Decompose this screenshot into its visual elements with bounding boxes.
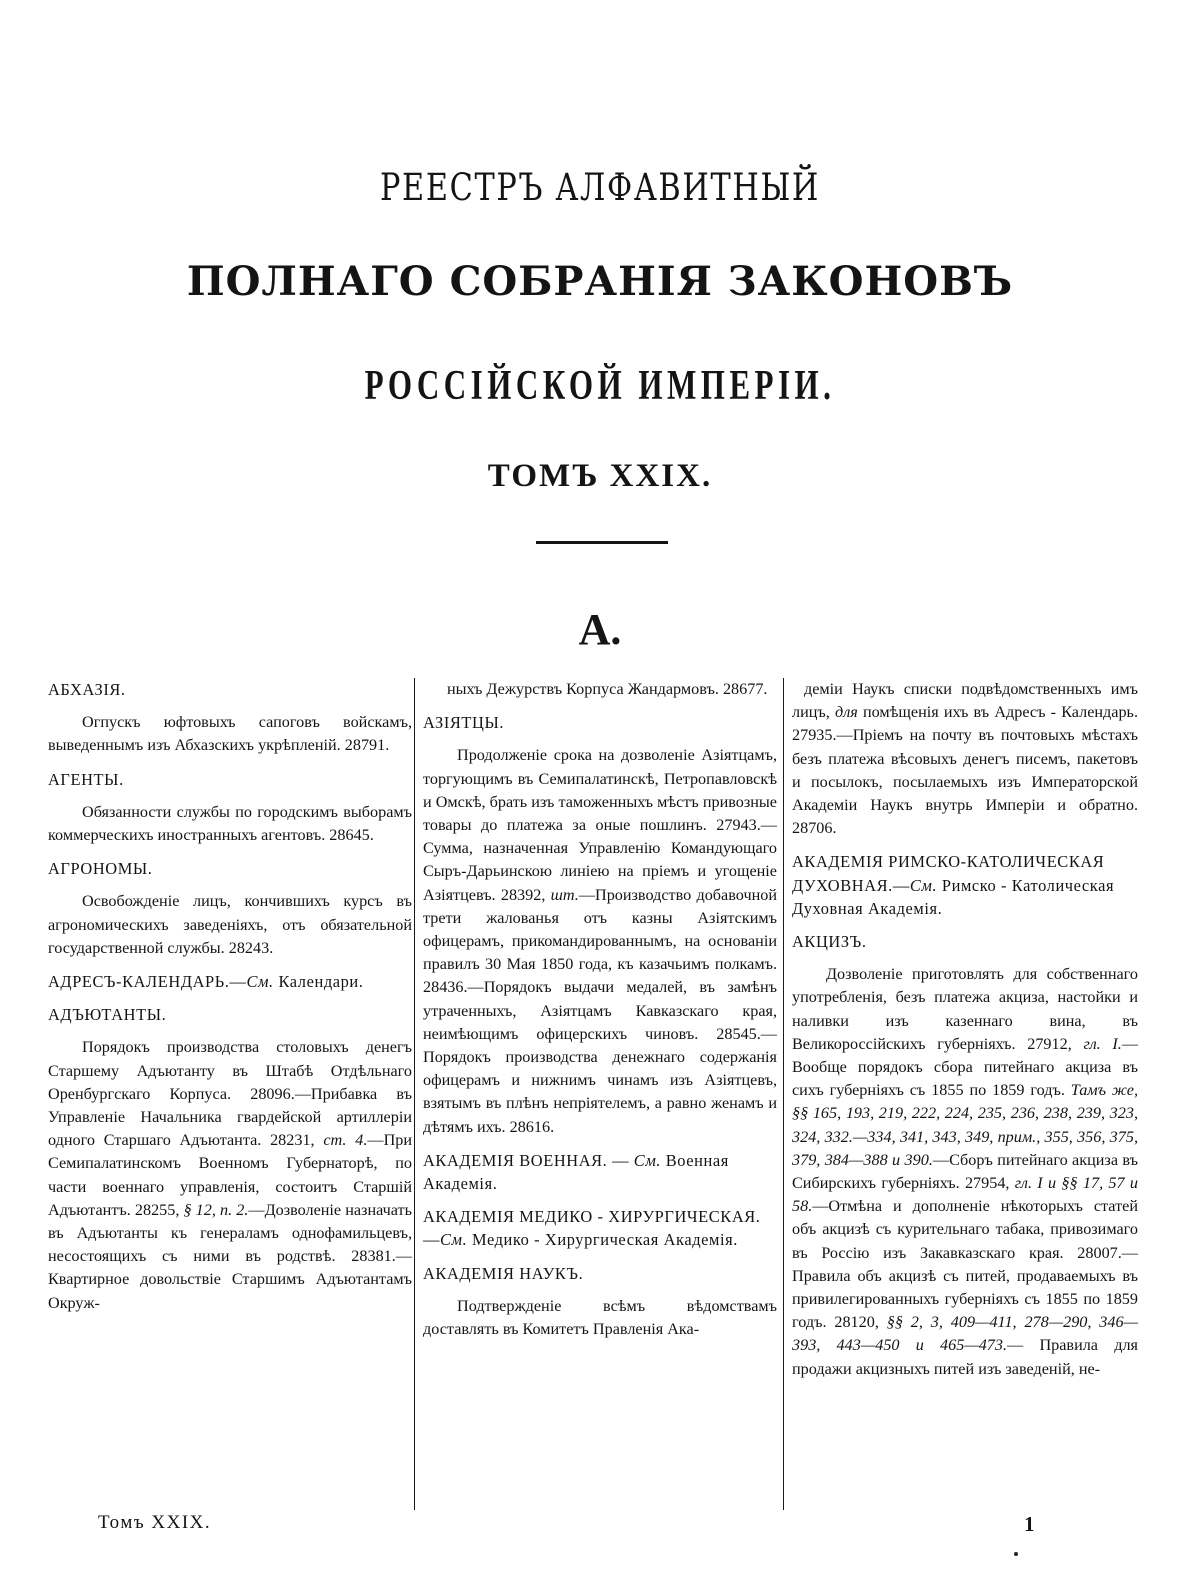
entry-heading-agenty: АГЕНТЫ. [48,769,124,789]
entry-agenty [48,801,412,847]
entry-text: Освобожденіе лицъ, кончившихъ курсъ въ агрономическихъ заведеніяхъ, отъ обязательной государственной службы. 28243. [48,892,412,957]
entry-text-part: помѣщенія ихъ въ Адресъ - Календарь. 27935.—Пріемъ на почту въ почтовыхъ мѣстахъ безъ платежа вѣсовыхъ денегъ писемъ, пакетовъ и посылокъ, посылаемыхъ изъ Императорской Академіи Наукъ внутрь Имперіи и обратно. 28706. [792,703,1138,838]
title-line-1: РЕЕСТРЪ АЛФАВИТНЫЙ [379,166,821,209]
entry-text-part: — Правила для продажи акцизныхъ питей изъ заведеній, не- [792,1336,1138,1378]
entry-text-part: —Дозволеніе назначать въ Адъютанты къ генераламъ однофамильцевъ, несостоящихъ съ ними въ родствѣ. 28381.—Квартирное довольствіе Старшимъ Адъютантамъ Окруж- [48,1200,413,1312]
entry-reference: для [835,703,858,722]
reference-target: Военная Академія. [423,1150,729,1194]
entry-heading-akademiya-mediko [423,1205,777,1251]
entry-text: Подтвержденіе всѣмъ вѣдомствамъ доставлять въ Комитетъ Правленія Ака- [423,1296,777,1339]
entry-text-part: —Производство добавочной трети жалованья отъ казны Азіятскимъ офицерамъ, прикомандированнымъ, на основаніи правилъ 30 Мая 1850 года, къ казачьимъ полкамъ. 28436.—Порядокъ выдачи медалей, въ замѣнъ утраченныхъ, Азіятцамъ Кавказскаго края, неимѣющимъ офицерскихъ чиновъ. 28545.—Порядокъ производства денежнаго содержанія офицерамъ и нижнимъ чинамъ изъ Азіятцевъ, взятымъ въ плѣнъ непріятелемъ, а равно женамъ и дѣтямъ ихъ. 28616. [423,885,777,1136]
entry-heading-agronomy: АГРОНОМЫ. [48,859,153,879]
entry-heading-akademiya-voennaya [423,1149,777,1195]
entry-text [792,678,1138,840]
entry-text-part: —Отмѣна и дополненіе нѣкоторыхъ статей объ акцизѣ съ курительнаго табака, привозимаго въ Россію изъ Закавказскаго края. 28007.—Правила объ акцизѣ съ питей, продаваемыхъ въ привилегированныхъ губерніяхъ съ 1855 по 1859 годъ. 28120, [792,1197,1138,1332]
title-divider [536,541,668,544]
column-1 [48,678,412,1325]
entry-agronomy [48,890,412,960]
entry-aktsiz [792,963,1138,1381]
entry-reference: гл. I и §§ 17, 57 и 58. [792,1174,1138,1216]
see-reference: См. [440,1230,468,1250]
entry-text-part: Продолженіе срока на дозволеніе Азіятцамъ, торгующимъ въ Семипалатинскѣ, Петропавловскѣ и Омскѣ, брать изъ таможенныхъ мѣстъ привозные товары до платежа за оные пошлинъ. 27943.—Сумма, назначенная Управленію Командующаго Сыръ-Дарьинскою линіею на пріемъ и угощеніе Азіятцевъ. 28392, [423,746,777,904]
title-line-3: РОССІЙСКОЙ ИМПЕРІИ. [364,363,836,409]
reference-target: Календари. [273,972,364,992]
entry-text: ныхъ Дежурствъ Корпуса Жандармовъ. 28677. [447,680,768,698]
entry-heading-adyutanty: АДЪЮТАНТЫ. [48,1005,167,1025]
heading-text: АДРЕСЪ-КАЛЕНДАРЬ.— [48,972,247,992]
entry-akademiya-nauk [423,1295,777,1341]
entry-text-part: —Сборъ питейнаго акциза въ Сибирскихъ губерніяхъ. 27954, [792,1150,1138,1193]
entry-heading-akademiya-nauk: АКАДЕМІЯ НАУКЪ. [423,1263,584,1283]
entry-text-part: —Вообще порядокъ сбора питейнаго акциза въ сихъ губерніяхъ съ 1855 по 1859 годъ. [792,1034,1138,1100]
entry-text [792,963,1138,1381]
entry-adyutanty [48,1036,412,1314]
see-reference: См. [633,1150,662,1170]
entry-text-part: —При Семипалатинскомъ Военномъ Губернаторѣ, по части военнаго управленія, состоитъ Старшій Адъютантъ. 28255, [48,1131,413,1219]
column-3 [792,678,1138,1391]
entry-reference: §§ 2, 3, 409—411, 278—290, 346—393, 443—450 и 465—473. [792,1313,1138,1355]
entry-text [423,744,777,1138]
heading-text: АКАДЕМІЯ ВОЕННАЯ. — [423,1150,630,1170]
entry-heading-aktsiz: АКЦИЗЪ. [792,932,867,952]
entry-text: Огпускъ юфтовыхъ сапоговъ войскамъ, выведеннымъ изъ Абхазскихъ укрѣпленій. 28791. [48,713,412,755]
title-line-2: ПОЛНАГО СОБРАНІЯ ЗАКОНОВЪ [186,258,1014,305]
entry-reference: гл. I. [1083,1034,1122,1053]
entry-heading-adres-kalendar [48,970,412,993]
section-letter: А. [578,605,622,654]
page-number: 1 [1024,1512,1035,1536]
entry-text-part: Дозволеніе приготовлять для собственнаго употребленія, безъ платежа акциза, настойки и наливки изъ казеннаго вина, въ Великороссійскихъ губерніяхъ. 27912, [792,965,1138,1053]
print-speck [1014,1552,1018,1556]
heading-text: АКАДЕМІЯ МЕДИКО - ХИРУРГИЧЕСКАЯ.— [423,1207,761,1250]
column-divider-2 [783,678,784,1510]
reference-target: Медико - Хирургическая Академія. [467,1230,739,1250]
entry-reference: § 12, п. 2. [183,1200,249,1219]
entry-text [48,1036,412,1314]
entry-reference: Тамъ же, §§ 165, 193, 219, 222, 224, 235, 236, 238, 239, 323, 324, 332.—334, 341, 343, 349, прим., 355, 356, 375, 379, 384—388 и 390. [792,1081,1138,1169]
entry-text: Обязанности службы по городскимъ выборамъ коммерческихъ иностранныхъ агентовъ. 28645. [48,802,412,845]
entry-reference: шт. [550,885,579,904]
footer-volume: Томъ XXIX. [98,1512,212,1533]
column-2 [423,678,777,1351]
entry-text-part: деміи Наукъ списки подвѣдомственныхъ имъ лицъ, [792,680,1138,722]
entry-continuation [792,678,1138,840]
reference-target: Римско - Католическая Духовная Академія. [792,875,1115,918]
entry-heading-aziyatsy: АЗІЯТЦЫ. [423,713,505,733]
see-reference: См. [909,875,938,895]
entry-reference: ст. 4. [323,1131,368,1150]
volume-title: ТОМЪ XXIX. [487,458,713,494]
entry-text-part: Порядокъ производства столовыхъ денегъ Старшему Адъютанту въ Штабѣ Отдѣльнаго Оренбургскаго Корпуса. 28096.—Прибавка въ Управленіе Начальника гвардейской артиллеріи одного Старшаго Адъютанта. 28231, [48,1038,412,1150]
entry-heading-abkhazia: АБХАЗІЯ. [48,680,126,699]
entry-heading-akademiya-rimsko [792,850,1138,920]
entry-aziyatsy [423,744,777,1138]
see-reference: См. [246,972,274,992]
heading-text: АКАДЕМІЯ РИМСКО-КАТОЛИЧЕСКАЯ ДУХОВНАЯ.— [792,852,1105,895]
column-divider-1 [414,678,415,1510]
entry-continuation [423,678,777,701]
entry-abkhazia [48,711,412,757]
